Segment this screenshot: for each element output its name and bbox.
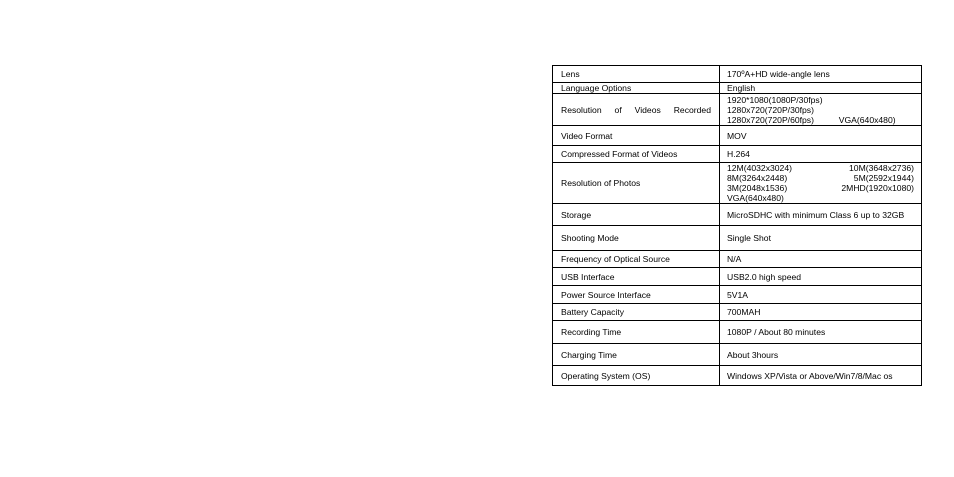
- spec-value: 5V1A: [720, 286, 922, 304]
- table-row: [553, 286, 922, 304]
- spec-label: Operating System (OS): [553, 366, 720, 386]
- spec-value: N/A: [720, 251, 922, 268]
- spec-value: English: [720, 83, 922, 94]
- spec-value-part: 8M(3264x2448): [727, 173, 788, 183]
- spec-label: USB Interface: [553, 268, 720, 286]
- spec-label: Resolution of Videos Recorded: [553, 94, 720, 126]
- spec-value: Windows XP/Vista or Above/Win7/8/Mac os: [720, 366, 922, 386]
- spec-value-line: 1280x720(720P/30fps): [727, 104, 814, 115]
- spec-value: H.264: [720, 146, 922, 163]
- spec-label: Compressed Format of Videos: [553, 146, 720, 163]
- spec-value: 1080P / About 80 minutes: [720, 321, 922, 344]
- spec-value: [720, 94, 922, 126]
- table-row: [553, 344, 922, 366]
- spec-value-line: VGA(640x480): [727, 193, 784, 203]
- table-row: [553, 321, 922, 344]
- table-row: [553, 126, 922, 146]
- spec-value-line: [727, 173, 914, 183]
- spec-label: Recording Time: [553, 321, 720, 344]
- spec-label: Lens: [553, 66, 720, 83]
- spec-value-line: 1920*1080(1080P/30fps): [727, 94, 823, 105]
- spec-value: 170ºA+HD wide-angle lens: [720, 66, 922, 83]
- spec-label: Frequency of Optical Source: [553, 251, 720, 268]
- spec-value: Single Shot: [720, 226, 922, 251]
- table-row: [553, 146, 922, 163]
- spec-value: MicroSDHC with minimum Class 6 up to 32GB: [720, 204, 922, 226]
- spec-value-line: [727, 115, 914, 125]
- spec-value-line: [727, 163, 914, 173]
- spec-value: About 3hours: [720, 344, 922, 366]
- spec-value: [720, 163, 922, 204]
- spec-label: Shooting Mode: [553, 226, 720, 251]
- spec-value-line: [727, 183, 914, 193]
- spec-table: [552, 65, 922, 386]
- spec-label: Storage: [553, 204, 720, 226]
- table-row: [553, 66, 922, 83]
- spec-label: Charging Time: [553, 344, 720, 366]
- table-row: [553, 268, 922, 286]
- spec-value-part: 3M(2048x1536): [727, 183, 788, 193]
- spec-label: Battery Capacity: [553, 304, 720, 321]
- spec-label: Resolution of Photos: [553, 163, 720, 204]
- spec-label: Language Options: [553, 83, 720, 94]
- table-row: [553, 204, 922, 226]
- spec-value-part: VGA(640x480): [838, 114, 896, 125]
- spec-value-part: 1280x720(720P/60fps): [727, 114, 814, 125]
- spec-value: USB2.0 high speed: [720, 268, 922, 286]
- spec-label: Power Source Interface: [553, 286, 720, 304]
- table-row: [553, 94, 922, 126]
- spec-label: Video Format: [553, 126, 720, 146]
- table-row: [553, 366, 922, 386]
- table-row: [553, 304, 922, 321]
- spec-value-part: 12M(4032x3024): [727, 163, 792, 173]
- spec-value: 700MAH: [720, 304, 922, 321]
- table-row: [553, 226, 922, 251]
- table-row: [553, 163, 922, 204]
- table-row: [553, 83, 922, 94]
- spec-value-part: 2MHD(1920x1080): [841, 183, 914, 193]
- table-row: [553, 251, 922, 268]
- spec-value-part: 5M(2592x1944): [853, 173, 914, 183]
- spec-value: MOV: [720, 126, 922, 146]
- spec-value-part: 10M(3648x2736): [849, 163, 914, 173]
